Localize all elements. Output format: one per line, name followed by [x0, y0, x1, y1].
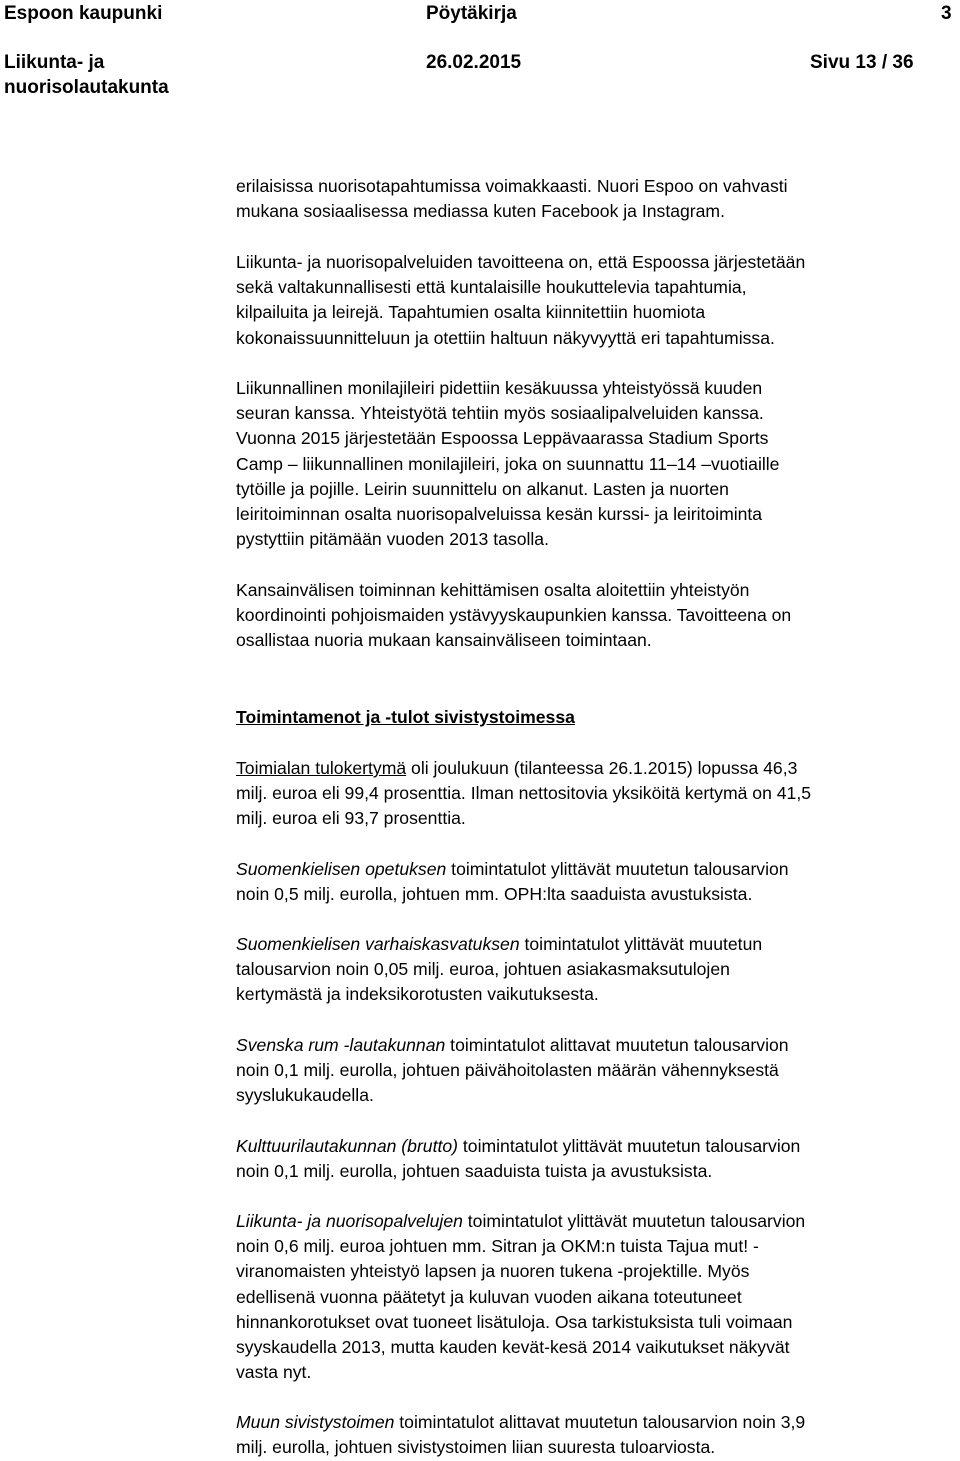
- page-number: Sivu 13 / 36: [810, 52, 914, 73]
- revenue-item: [236, 1134, 958, 1184]
- revenue-item: [236, 857, 958, 907]
- section-number: 3: [941, 3, 952, 24]
- revenue-item-text: toimintatulot ylittävät muutetun talousarvion noin 0,5 milj. eurolla, johtuen mm. OPH:lta saaduista avustuksista.: [236, 859, 789, 905]
- revenue-item-lead: Svenska rum -lautakunnan: [236, 1035, 446, 1055]
- revenue-item-text: toimintatulot ylittävät muutetun talousarvion noin 0,05 milj. euroa, johtuen asiakasmaksutulojen kertymästä ja indeksikorotusten vaikutuksesta.: [236, 934, 763, 1005]
- committee-name-line2: nuorisolautakunta: [4, 77, 169, 98]
- paragraph-events-goal: Liikunta- ja nuorisopalveluiden tavoitteena on, että Espoossa järjestetään sekä valtakunnallisesti että kuntalaisille houkuttelevia tapahtumia, kilpailuita ja leirejä. Tapahtumien osalta kiinnitettiin huomiota kokonaissuunnitteluun ja otettiin haltuun näkyvyyttä eri tapahtumissa.: [236, 252, 806, 348]
- revenue-item-text: toimintatulot ylittävät muutetun talousarvion noin 0,1 milj. eurolla, johtuen saaduista tuista ja avustuksista.: [236, 1136, 801, 1182]
- organization-name: Espoon kaupunki: [4, 3, 163, 24]
- revenue-item: [236, 1410, 958, 1460]
- meeting-date: 26.02.2015: [426, 52, 522, 73]
- revenue-item-text: toimintatulot alittavat muutetun talousarvion noin 3,9 milj. eurolla, johtuen sivistystoimen liian suuresta tuloarviosta.: [236, 1412, 806, 1458]
- committee-name-line1: Liikunta- ja: [4, 52, 105, 73]
- revenue-item-lead: Kulttuurilautakunnan (brutto): [236, 1136, 459, 1156]
- revenue-item-lead: Toimialan tulokertymä: [236, 758, 407, 778]
- revenue-item: [236, 1209, 958, 1385]
- paragraph-sports-camp: Liikunnallinen monilajileiri pidettiin kesäkuussa yhteistyössä kuuden seuran kanssa. Yhteistyötä tehtiin myös sosiaalipalveluiden kanssa. Vuonna 2015 järjestetään Espoossa Leppävaarassa Stadium Sports Camp – liikunnallinen monilajileiri, joka on suunnattu 11–14 –vuotiaille tytöille ja pojille. Leirin suunnittelu on alkanut. Lasten ja nuorten leiritoiminnan osalta nuorisopalveluissa kesän kurssi- ja leiritoiminta pystyttiin pitämään vuoden 2013 tasolla.: [236, 378, 780, 550]
- paragraph-youth-events: erilaisissa nuorisotapahtumissa voimakkaasti. Nuori Espoo on vahvasti mukana sosiaalisessa mediassa kuten Facebook ja Instagram.: [236, 176, 788, 222]
- revenue-item-text: toimintatulot ylittävät muutetun talousarvion noin 0,6 milj. euroa johtuen mm. Sitran ja OKM:n tuista Tajua mut! - viranomaisten yhteistyö lapsen ja nuoren tukena -projektille. Myös edellisenä vuonna päätetyt ja kuluvan vuoden aikana toteutuneet hinnankorotukset ovat tuoneet lisätuloja. Osa tarkistuksista tuli voimaan syyskaudella 2013, mutta kauden kevät-kesä 2014 vaikutukset näkyvät vasta nyt.: [236, 1211, 806, 1383]
- revenue-item-text: oli joulukuun (tilanteessa 26.1.2015) lopussa 46,3 milj. euroa eli 99,4 prosenttia. Ilman nettositovia yksiköitä kertymä on 41,5 milj. euroa eli 93,7 prosenttia.: [236, 758, 812, 829]
- revenue-item-text: toimintatulot alittavat muutetun talousarvion noin 0,1 milj. eurolla, johtuen päivähoitolasten määrän vähennyksestä syyslukukaudella.: [236, 1035, 789, 1106]
- section-heading: Toimintamenot ja -tulot sivistystoimessa: [236, 707, 575, 727]
- revenue-item: [236, 756, 958, 832]
- revenue-item: [236, 1033, 958, 1109]
- revenue-item: [236, 932, 958, 1008]
- paragraph-international: Kansainvälisen toiminnan kehittämisen osalta aloitettiin yhteistyön koordinointi pohjoismaiden ystävyyskaupunkien kanssa. Tavoitteena on osallistaa nuoria mukaan kansainväliseen toimintaan.: [236, 580, 792, 651]
- revenue-item-lead: Suomenkielisen varhaiskasvatuksen: [236, 934, 520, 954]
- revenue-item-lead: Liikunta- ja nuorisopalvelujen: [236, 1211, 463, 1231]
- revenue-item-lead: Suomenkielisen opetuksen: [236, 859, 447, 879]
- document-type: Pöytäkirja: [426, 3, 517, 24]
- revenue-item-lead: Muun sivistystoimen: [236, 1412, 395, 1432]
